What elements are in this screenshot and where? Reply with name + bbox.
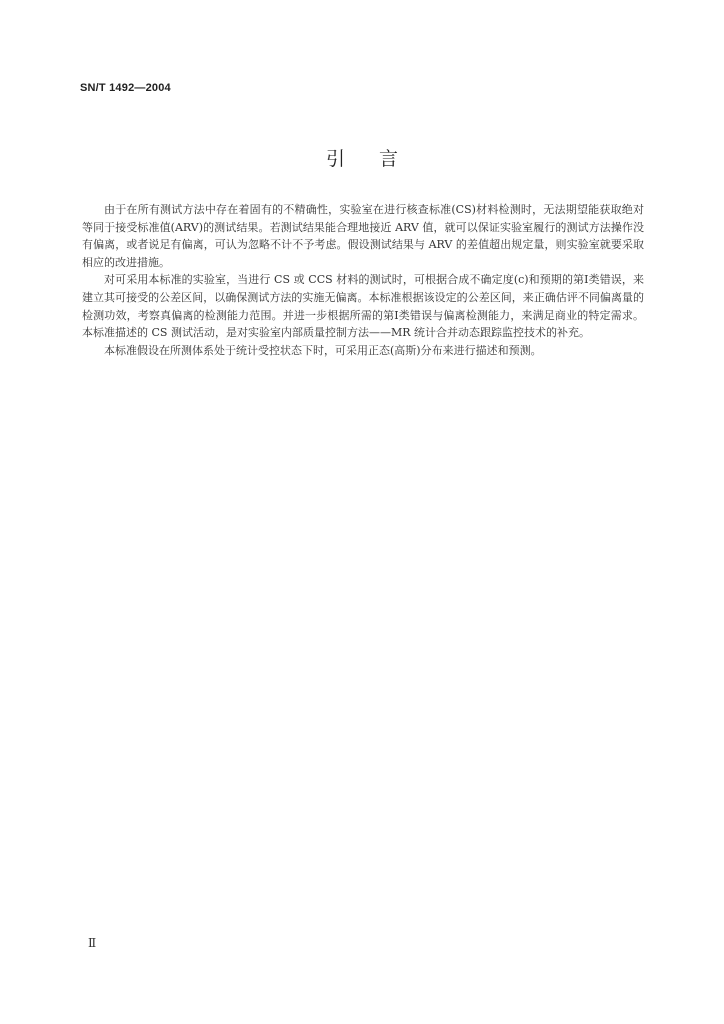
section-title: 引言	[325, 148, 432, 170]
paragraph: 本标准假设在所测体系处于统计受控状态下时，可采用正态(高斯)分布来进行描述和预测。	[104, 343, 542, 357]
body-text	[82, 201, 644, 359]
paragraph: 由于在所有测试方法中存在着固有的不精确性，实验室在进行核查标准(CS)材料检测时，无法期望能获取绝对等同于接受标准值(ARV)的测试结果。若测试结果能合理地接近 ARV 值，就可以保证实验室履行的测试方法操作没有偏离，或者说足有偏离，可认为忽略不计不予考虑。假设测试结果与 ARV 的差值超出规定量，则实验室就要采取相应的改进措施。	[82, 203, 644, 269]
page-number: Ⅱ	[88, 936, 97, 950]
paragraph: 对可采用本标准的实验室，当进行 CS 或 CCS 材料的测试时，可根据合成不确定度(c)和预期的第Ⅰ类错误，来建立其可接受的公差区间，以确保测试方法的实施无偏离。本标准根据该设定的公差区间，来正确估评不同偏离量的检测功效，考察真偏离的检测能力范围。并进一步根据所需的第Ⅰ类错误与偏离检测能力，来满足商业的特定需求。本标准描述的 CS 测试活动，是对实验室内部质量控制方法——MR 统计合并动态跟踪监控技术的补充。	[82, 273, 644, 340]
document-code: SN/T 1492—2004	[80, 82, 171, 94]
